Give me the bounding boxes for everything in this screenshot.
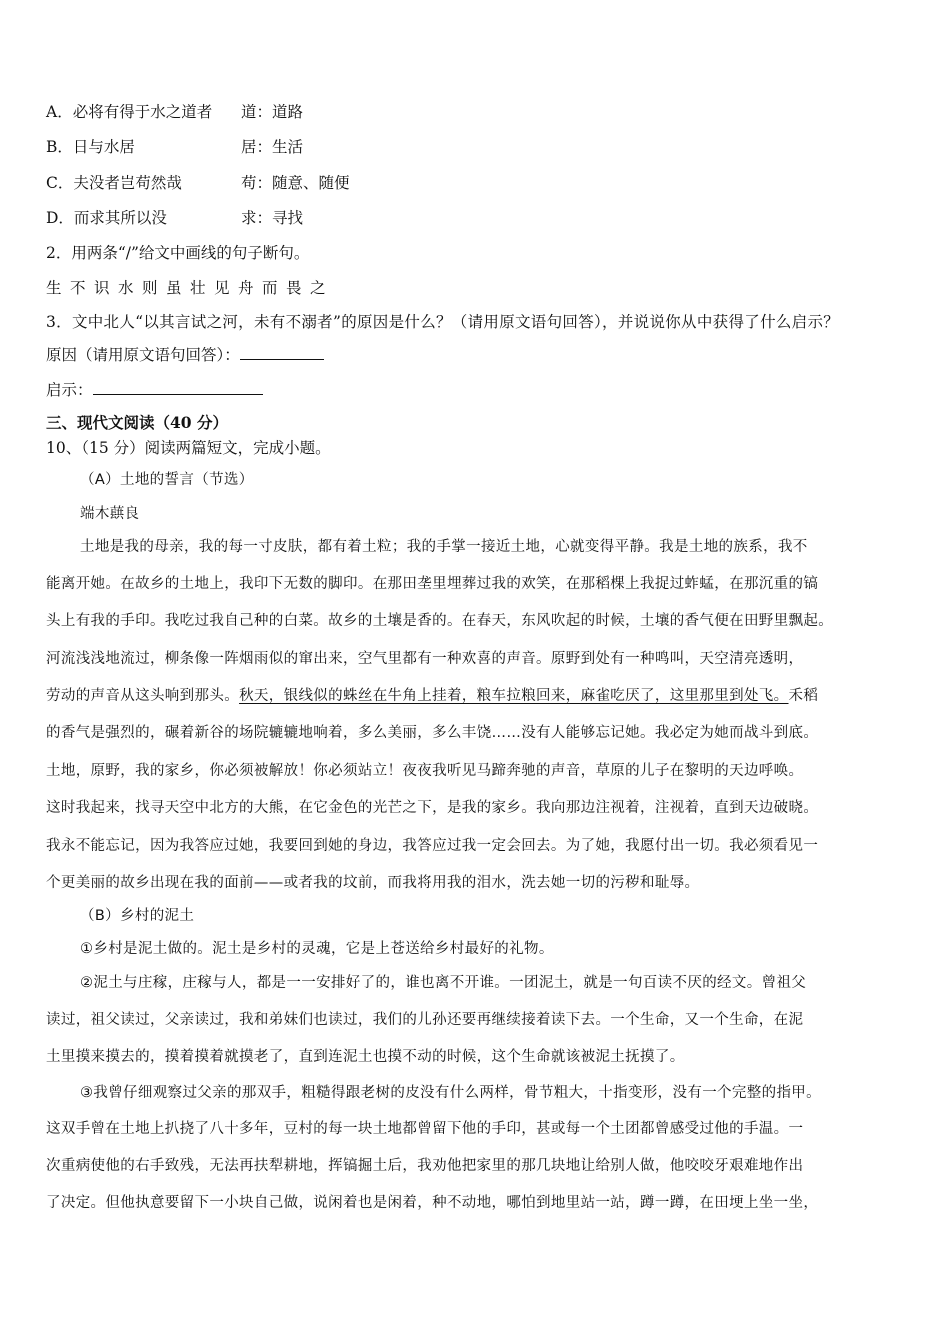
passage-b-line: 读过，祖父读过，父亲读过，我和弟妹们也读过，我们的儿孙还要再继续接着读下去。一个生命，又一个生命，在泥 (46, 1012, 804, 1028)
passage-a-line: 这时我起来，找寻天空中北方的大熊，在它金色的光芒之下，是我的家乡。我向那边注视着，注视着，直到天边破晓。 (46, 800, 819, 816)
option-a-gloss: 道：道路 (241, 103, 304, 121)
option-d-text: D．而求其所以没 (46, 209, 167, 227)
passage-a-author: 端木蕻良 (80, 506, 140, 522)
passage-b-line: 次重病使他的右手致残，无法再扶犁耕地，挥镐掘土后，我劝他把家里的那几块地让给别人做，他咬咬牙艰难地作出 (46, 1158, 804, 1174)
passage-a-line-with-underline (46, 686, 818, 706)
reason-label: 原因（请用原文语句回答）： (46, 346, 240, 364)
passage-b-paragraph-3: ③我曾仔细观察过父亲的那双手，粗糙得跟老树的皮没有什么两样，骨节粗大，十指变形，没有一个完整的指甲。 (80, 1085, 821, 1101)
option-b (46, 137, 303, 157)
insight-row (46, 380, 263, 400)
passage-a-line: 个更美丽的故乡出现在我的面前——或者我的坟前，而我将用我的泪水，洗去她一切的污秽和耻辱。 (46, 875, 700, 891)
option-a-text: A．必将有得于水之道者 (46, 103, 213, 121)
passage-a-line: 的香气是强烈的，碾着新谷的场院辘辘地响着，多么美丽，多么丰饶……没有人能够忘记她。我必定为她而战斗到底。 (46, 725, 819, 741)
option-b-text: B．日与水居 (46, 138, 135, 156)
insight-answer-blank[interactable] (93, 380, 263, 395)
option-d-gloss: 求：寻找 (241, 209, 304, 227)
question-2-sentence: 生不识水则虽壮见舟而畏之 (46, 279, 335, 297)
option-c (46, 173, 350, 193)
underlined-sentence: 秋天，银线似的蛛丝在牛角上挂着，粮车拉粮回来，麻雀吃厌了，这里那里到处飞。 (239, 688, 789, 704)
question-2-prompt: 2．用两条“/”给文中画线的句子断句。 (46, 244, 310, 262)
passage-b-paragraph-1: ①乡村是泥土做的。泥土是乡村的灵魂，它是上苍送给乡村最好的礼物。 (80, 941, 554, 957)
passage-b-paragraph-2: ②泥土与庄稼，庄稼与人，都是一一安排好了的，谁也离不开谁。一团泥土，就是一句百读不厌的经文。曾祖父 (80, 975, 807, 991)
passage-a-line: 河流浅浅地流过，柳条像一阵烟雨似的窜出来，空气里都有一种欢喜的声音。原野到处有一种鸣叫，天空清亮透明， (46, 651, 804, 667)
question-3-prompt: 3．文中北人“以其言试之河，未有不溺者”的原因是什么？（请用原文语句回答），并说说你从中获得了什么启示？ (46, 313, 840, 331)
passage-a-line: 土地，原野，我的家乡，你必须被解放！你必须站立！夜夜我听见马蹄奔驰的声音，草原的儿子在黎明的天边呼唤。 (46, 763, 804, 779)
option-a (46, 102, 303, 122)
passage-b-line: 土里摸来摸去的，摸着摸着就摸老了，直到连泥土也摸不动的时候，这个生命就该被泥土抚摸了。 (46, 1049, 685, 1065)
passage-b-title: （B）乡村的泥土 (80, 908, 195, 924)
passage-a-line: 头上有我的手印。我吃过我自己种的白菜。故乡的土壤是香的。在春天，东风吹起的时候，土壤的香气便在田野里飘起。 (46, 613, 834, 629)
question-10: 10、（15 分）阅读两篇短文，完成小题。 (46, 439, 331, 457)
insight-label: 启示： (46, 381, 93, 399)
passage-a-line: 我永不能忘记，因为我答应过她，我要回到她的身边，我答应过我一定会回去。为了她，我愿付出一切。我必须看见一 (46, 838, 819, 854)
option-b-gloss: 居：生活 (241, 138, 304, 156)
reason-row (46, 345, 324, 365)
passage-a-line-start: 劳动的声音从这头响到那头。 (46, 688, 240, 704)
option-d (46, 208, 303, 228)
section-heading: 三、现代文阅读（40 分） (46, 413, 228, 432)
passage-b-line: 了决定。但他执意要留下一小块自己做，说闲着也是闲着，种不动地，哪怕到地里站一站，蹲一蹲，在田埂上坐一坐， (46, 1195, 819, 1211)
option-c-gloss: 苟：随意、随便 (241, 174, 350, 192)
reason-answer-blank[interactable] (240, 345, 324, 360)
passage-a-line-end: 禾稻 (788, 688, 819, 704)
passage-a-line: 土地是我的母亲，我的每一寸皮肤，都有着土粒；我的手掌一接近土地，心就变得平静。我是土地的族系，我不 (80, 539, 808, 555)
passage-a-title: （A）土地的誓言（节选） (80, 472, 254, 488)
option-c-text: C．夫没者岂苟然哉 (46, 174, 182, 192)
passage-b-line: 这双手曾在土地上扒挠了八十多年，豆村的每一块土地都曾留下他的手印，甚或每一个土团都曾感受过他的手温。一 (46, 1121, 804, 1137)
passage-a-line: 能离开她。在故乡的土地上，我印下无数的脚印。在那田垄里埋葬过我的欢笑，在那稻棵上我捉过蚱蜢，在那沉重的镐 (46, 576, 819, 592)
